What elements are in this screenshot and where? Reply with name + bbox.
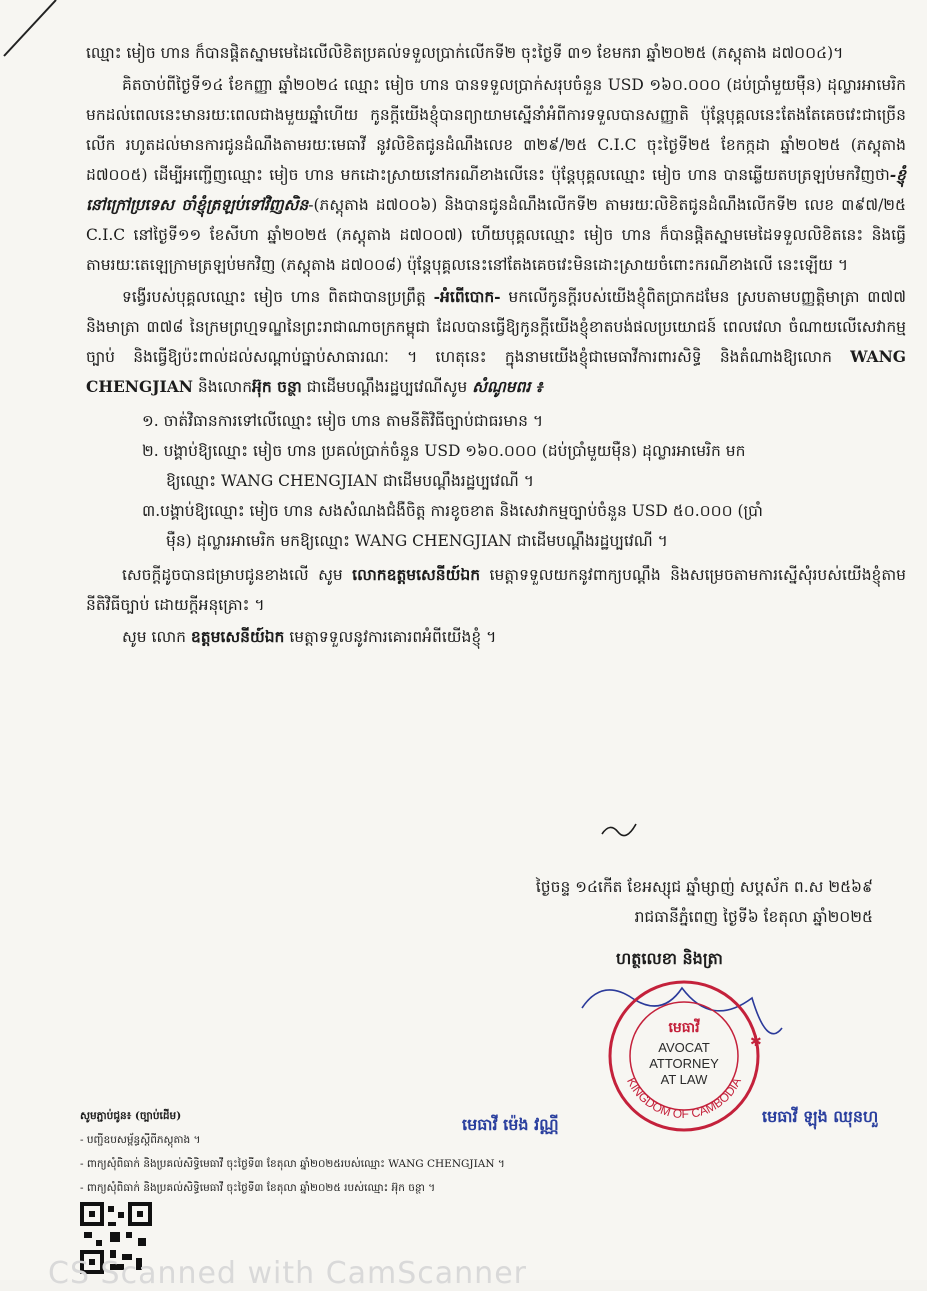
attachment-item: - ពាក្យសុំពិធាក់ និងប្រគល់សិទ្ធិមេធាវី ចុះថ្ងៃទី៣ ខែតុលា ឆ្នាំ២០២៥របស់ឈ្មោះ WANG CHENGJIAN ។: [80, 1158, 505, 1170]
stamp-star-icon: ✱: [750, 1034, 762, 1050]
fraud-term: -អំពើបោក-: [433, 287, 501, 306]
demand-2-continued: ឱ្យឈ្មោះ WANG CHENGJIAN ជាដើមបណ្តឹងរដ្ឋប្បវេណី ។: [166, 472, 534, 490]
stamp-line-attorney: ATTORNEY: [649, 1056, 719, 1071]
tick-mark-icon: [600, 820, 640, 840]
paragraph-3: ទង្វើរបស់បុគ្គលឈ្មោះ មៀច ហាន ពិតជាបានប្រព្រឹត្ត -អំពើបោក- មកលើកូនក្តីរបស់យើងខ្ញុំពិតប្រាកដមែន ស្របតាមបញ្ញត្តិមាត្រា ៣៧៧ និងមាត្រា ៣៧៨ នៃក្រមព្រហ្មទណ្ឌនៃព្រះរាជាណាចក្រកម្ពុជា ដែលបានធ្វើឱ្យកូនក្តីយើងខ្ញុំខាតបង់ផលប្រយោជន៍ ពេលវេលា ចំណាយលើសេវាកម្មច្បាប់ និងធ្វើឱ្យប៉ះពាល់ដល់សណ្តាប់ធ្នាប់សាធារណៈ ។ ហេតុនេះ ក្នុងនាមយើងខ្ញុំជាមេធាវីការពារសិទ្ធិ និងតំណាងឱ្យលោក WANG CHENGJIAN និងលោកអ៊ុក ចន្ថា ជាដើមបណ្តឹងរដ្ឋប្បវេណីសូម សំណូមពរ ៖: [86, 287, 906, 396]
date-block: [453, 872, 873, 932]
paragraph-2: គិតចាប់ពីថ្ងៃទី១៤ ខែកញ្ញា ឆ្នាំ២០២៤ ឈ្មោះ មៀច ហាន បានទទួលប្រាក់សរុបចំនួន USD ១៦០.០០០ (ដប់ប្រាំមួយម៉ឺន) ដុល្លារអាមេរិក មកដល់ពេលនេះមានរយៈពេលជាងមួយឆ្នាំហើយ កូនក្តីយើងខ្ញុំបានព្យាយាមស្នើនាំអំពីការទទួលបានសញ្ញាតិ ប៉ុន្តែបុគ្គលនេះតែងតែគេចវេះជាច្រើនលើក រហូតដល់មានការជូនដំណឹងតាមរយៈមេធាវី នូវលិខិតជូនដំណឹងលេខ ៣២៩/២៥ C.I.C ចុះថ្ងៃទី២៥ ខែកក្កដា ឆ្នាំ២០២៥ (ភស្តុតាង ដ៧០០៥) ដើម្បីអញ្ជើញឈ្មោះ មៀច ហាន មកដោះស្រាយនៅករណីខាងលើនេះ ប៉ុន្តែបុគ្គលឈ្មោះ មៀច ហាន បានឆ្លើយតបត្រឡប់មកវិញថា-ខ្ញុំនៅក្រៅប្រទេស ចាំខ្ញុំត្រឡប់ទៅវិញសិន-(ភស្តុតាង ដ៧០០៦) និងបានជូនដំណឹងលើកទី២ តាមរយៈលិខិតជូនដំណឹងលើកទី២ លេខ ៣៩៧/២៥ C.I.C នៅថ្ងៃទី១១ ខែសីហា ឆ្នាំ២០២៥ (ភស្តុតាង ដ៧០០៧) ហើយបុគ្គលឈ្មោះ មៀច ហាន ក៏បានផ្តិតស្នាមមេដៃទទួលលិខិតនេះ និងធ្វើតាមរយៈតេឡេក្រាមត្រឡប់មកវិញ (ភស្តុតាង ដ៧០០៨) ប៉ុន្តែបុគ្គលនេះនៅតែងគេចវេះមិនដោះស្រាយចំពោះករណីខាងលើ នេះឡើយ ។: [86, 76, 906, 274]
demand-3-continued: ម៉ឺន) ដុល្លារអាមេរិក មកឱ្យឈ្មោះ WANG CHENGJIAN ជាដើមបណ្តឹងរដ្ឋប្បវេណី ។: [166, 532, 668, 550]
place-date: រាជធានីភ្នំពេញ ថ្ងៃទី៦ ខែតុលា ឆ្នាំ២០២៥: [634, 908, 873, 926]
attachment-item: - បញ្ជីឧបសម្ព័ន្ធស្តីពីភស្តុតាង ។: [80, 1134, 201, 1146]
request-heading: សំណូមពរ ៖: [472, 377, 543, 396]
plaintiff-name-2: អ៊ុក ចន្ថា: [252, 377, 302, 396]
paragraph-4: សេចក្តីដូចបានជម្រាបជូនខាងលើ សូម លោកឧត្តមសេនីយ៍ឯក មេត្តាទទួលយកនូវពាក្យបណ្តឹង និងសម្រេចតាមការស្នើសុំរបស់យើងខ្ញុំតាមនីតិវិធីច្បាប់ ដោយក្តីអនុគ្រោះ ។: [86, 565, 906, 614]
attachments: [80, 1104, 620, 1200]
demand-3: ៣.បង្គាប់ឱ្យឈ្មោះ មៀច ហាន សងសំណងជំងឺចិត្ត ការខូចខាត និងសេវាកម្មច្បាប់ចំនួន USD ៥០.០០០ (ប្រាំ: [142, 502, 763, 520]
paragraph-1: ឈ្មោះ មៀច ហាន ក៏បានផ្តិតស្នាមមេដៃលើលិខិតប្រគល់ទទួលប្រាក់លើកទី២ ចុះថ្ងៃទី ៣១ ខែមករា ឆ្នាំ២០២៥ (ភស្តុតាង ដ៧០០៤)។: [86, 44, 844, 62]
plaintiff-name-1: WANG CHENGJIAN: [86, 347, 906, 396]
scanner-watermark: CS Scanned with CamScanner: [48, 1256, 527, 1291]
demands-list: [86, 406, 906, 556]
lawyer-name-left: មេធាវី ម៉េង វណ្ណី: [462, 1115, 559, 1134]
letter-body: [86, 38, 906, 654]
stamp-line-khmer: មេធាវី: [668, 1020, 700, 1036]
attachments-header: សូមភ្ជាប់ជូន៖ (ច្បាប់ដើម): [80, 1110, 182, 1122]
demand-2: ២. បង្គាប់ឱ្យឈ្មោះ មៀច ហាន ប្រគល់ប្រាក់ចំនួន USD ១៦០.០០០ (ដប់ប្រាំមួយម៉ឺន) ដុល្លារអាមេរិក មក: [142, 442, 746, 460]
page-corner-fold: [0, 0, 60, 60]
signature-title: ហត្ថលេខា និងត្រា: [616, 949, 723, 968]
attachment-item: - ពាក្យសុំពិធាក់ និងប្រគល់សិទ្ធិមេធាវី ចុះថ្ងៃទី៣ ខែតុលា ឆ្នាំ២០២៥ របស់ឈ្មោះ អ៊ុក ចន្ថា ។: [80, 1182, 436, 1194]
stamp-line-atlaw: AT LAW: [660, 1072, 708, 1087]
lawyer-name-right: មេធាវី ឡុង ឈុនហួ: [762, 1107, 879, 1126]
demand-1: ១. ចាត់វិធានការទៅលើឈ្មោះ មៀច ហាន តាមនីតិវិធីច្បាប់ជាធរមាន ។: [142, 412, 544, 430]
paragraph-5: សូម លោក ឧត្តមសេនីយ៍ឯក មេត្តាទទួលនូវការគោរពអំពីយើងខ្ញុំ ។: [122, 627, 497, 646]
stamp-line-avocat: AVOCAT: [658, 1040, 710, 1055]
stamp-ring-text: KINGDOM OF CAMBODIA: [624, 1075, 744, 1122]
quoted-reply: -ខ្ញុំនៅក្រៅប្រទេស ចាំខ្ញុំត្រឡប់ទៅវិញសិន: [86, 165, 906, 214]
lunar-date: ថ្ងៃចន្ទ ១៤កើត ខែអស្សុជ ឆ្នាំម្សាញ់ សប្តស័ក ព.ស ២៥៦៩: [535, 878, 873, 896]
addressee-title: លោកឧត្តមសេនីយ៍ឯក: [352, 565, 481, 584]
addressee-title-closing: ឧត្តមសេនីយ៍ឯក: [190, 627, 285, 646]
